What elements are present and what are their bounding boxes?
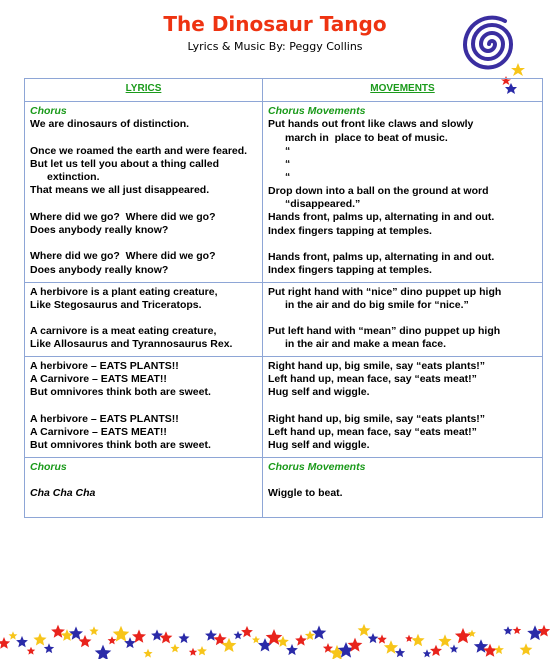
star-icon [179, 633, 190, 644]
lyrics-line: Where did we go? Where did we go? [30, 210, 216, 223]
star-icon [16, 636, 28, 647]
lyrics-line: Chorus [30, 105, 67, 117]
lyrics-line: But let us tell you about a thing called [30, 157, 220, 170]
star-icon [286, 644, 298, 655]
spacer [30, 198, 257, 211]
star-icon [197, 646, 207, 655]
movements-line: “disappeared.” [285, 198, 361, 211]
star-icon [241, 626, 253, 637]
page-title: The Dinosaur Tango [163, 12, 387, 36]
movements-line: Chorus Movements [268, 105, 366, 117]
lyrics-line: A herbivore – EATS PLANTS!! [30, 359, 179, 372]
movements-line: Hands front, palms up, alternating in and out. [268, 211, 495, 224]
star-icon [494, 645, 504, 654]
movements-line: Put hands out front like claws and slowly [268, 118, 474, 131]
spacer [30, 474, 257, 487]
lyrics-line: Chorus [30, 460, 67, 473]
table-row [25, 457, 543, 518]
star-icon [455, 628, 471, 643]
lyrics-cell [25, 457, 263, 518]
star-icon [44, 643, 54, 653]
movements-line: “ [285, 144, 291, 157]
star-icon [423, 649, 431, 657]
movements-line: in the air and make a mean face. [285, 338, 447, 351]
lyrics-line: Does anybody really know? [30, 263, 169, 276]
star-icon [358, 624, 371, 636]
star-icon [450, 644, 459, 652]
table-row [25, 102, 543, 283]
movements-line: Left hand up, mean face, say “eats meat!” [268, 425, 477, 438]
lyrics-line: A carnivore is a meat eating creature, [30, 325, 217, 338]
movements-cell [263, 102, 543, 283]
star-icon [222, 638, 237, 652]
spacer [30, 400, 257, 413]
lyrics-cell [25, 282, 263, 356]
lyrics-line: Like Stegosaurus and Triceratops. [30, 298, 202, 311]
lyrics-line: We are dinosaurs of distinction. [30, 118, 190, 131]
star-icon [171, 644, 180, 653]
star-icon [51, 625, 65, 638]
movements-line: Wiggle to beat. [268, 486, 343, 499]
lyrics-line: That means we all just disappeared. [30, 184, 210, 197]
movements-line: Hands front, palms up, alternating in and out. [268, 250, 495, 263]
movements-cell [263, 282, 543, 356]
movements-line: “ [285, 171, 291, 184]
spacer [30, 312, 257, 325]
spacer [30, 132, 257, 145]
star-icon [143, 649, 152, 658]
star-icon [395, 648, 405, 658]
star-icon [151, 629, 163, 640]
spacer [268, 474, 537, 487]
movements-line: Drop down into a ball on the ground at word [268, 184, 489, 197]
star-icon [258, 638, 272, 651]
star-icon [79, 635, 92, 647]
star-icon [0, 637, 10, 649]
star-icon [520, 643, 533, 655]
lyrics-line: Where did we go? Where did we go? [30, 250, 216, 263]
lyrics-line: A herbivore – EATS PLANTS!! [30, 412, 179, 425]
star-icon [368, 633, 379, 643]
movements-line: Chorus Movements [268, 460, 366, 473]
movements-line: Index fingers tapping at temples. [268, 224, 432, 237]
lyrics-line: But omnivores think both are sweet. [30, 439, 211, 452]
lyrics-line: A herbivore is a plant eating creature, [30, 285, 218, 298]
star-icon [513, 626, 521, 634]
star-icon [312, 625, 327, 639]
star-icon [430, 645, 442, 656]
star-border-icon [0, 624, 550, 659]
movements-column-header: MOVEMENTS [263, 79, 543, 102]
lyrics-line: A Carnivore – EATS MEAT!! [30, 373, 167, 386]
star-icon [9, 631, 18, 639]
star-icon [132, 629, 146, 642]
movements-line: Right hand up, big smile, say “eats plants!” [268, 412, 486, 425]
lyrics-line: Cha Cha Cha [30, 486, 96, 499]
star-icon [503, 626, 512, 635]
movements-cell [263, 457, 543, 518]
movements-line: Put right hand with “nice” dino puppet up high [268, 285, 502, 298]
star-icon [377, 634, 387, 643]
lyrics-line: Once we roamed the earth and were feared. [30, 144, 248, 157]
star-icon [411, 634, 424, 647]
star-icon [295, 634, 307, 645]
star-icon [27, 647, 35, 655]
star-icon [160, 631, 173, 643]
spacer [30, 237, 257, 250]
movements-line: Index fingers tapping at temples. [268, 264, 432, 277]
movements-line: Left hand up, mean face, say “eats meat!” [268, 373, 477, 386]
table-row [25, 282, 543, 356]
movements-line: “ [285, 158, 291, 171]
lyrics-cell [25, 356, 263, 457]
spacer [30, 500, 257, 513]
spacer [268, 238, 537, 251]
star-icon [234, 631, 243, 640]
movements-line: march in place to beat of music. [285, 131, 448, 144]
spacer [268, 500, 537, 513]
spacer [268, 400, 537, 413]
star-icon [108, 636, 117, 644]
spacer [268, 312, 537, 325]
star-icon [438, 634, 451, 647]
movements-cell [263, 356, 543, 457]
movements-line: Hug self and wiggle. [268, 386, 370, 399]
lyrics-line: Like Allosaurus and Tyrannosaurus Rex. [30, 338, 233, 351]
lyrics-line: Does anybody really know? [30, 224, 169, 237]
star-icon [89, 626, 98, 635]
lyrics-line: extinction. [47, 171, 100, 184]
star-icon [468, 630, 476, 637]
star-icon [527, 625, 543, 640]
star-icon [252, 636, 260, 644]
star-icon [124, 637, 136, 648]
movements-line: Right hand up, big smile, say “eats plants!” [268, 359, 486, 372]
star-icon [266, 629, 283, 645]
movements-line: in the air and do big smile for “nice.” [285, 298, 469, 311]
movements-line: Hug self and wiggle. [268, 439, 370, 452]
lyrics-column-header: LYRICS [25, 79, 263, 102]
star-icon [95, 645, 112, 659]
lyrics-table [24, 78, 543, 518]
lyrics-line: A Carnivore – EATS MEAT!! [30, 425, 167, 438]
page-subtitle: Lyrics & Music By: Peggy Collins [187, 40, 363, 53]
table-row [25, 356, 543, 457]
movements-line: Put left hand with “mean” dino puppet up high [268, 325, 501, 338]
star-icon [33, 633, 46, 646]
star-icon [189, 648, 197, 656]
lyrics-cell [25, 102, 263, 283]
star-icon [405, 635, 413, 642]
star-icon [538, 625, 550, 637]
lyrics-line: But omnivores think both are sweet. [30, 386, 211, 399]
star-icon [69, 626, 83, 639]
